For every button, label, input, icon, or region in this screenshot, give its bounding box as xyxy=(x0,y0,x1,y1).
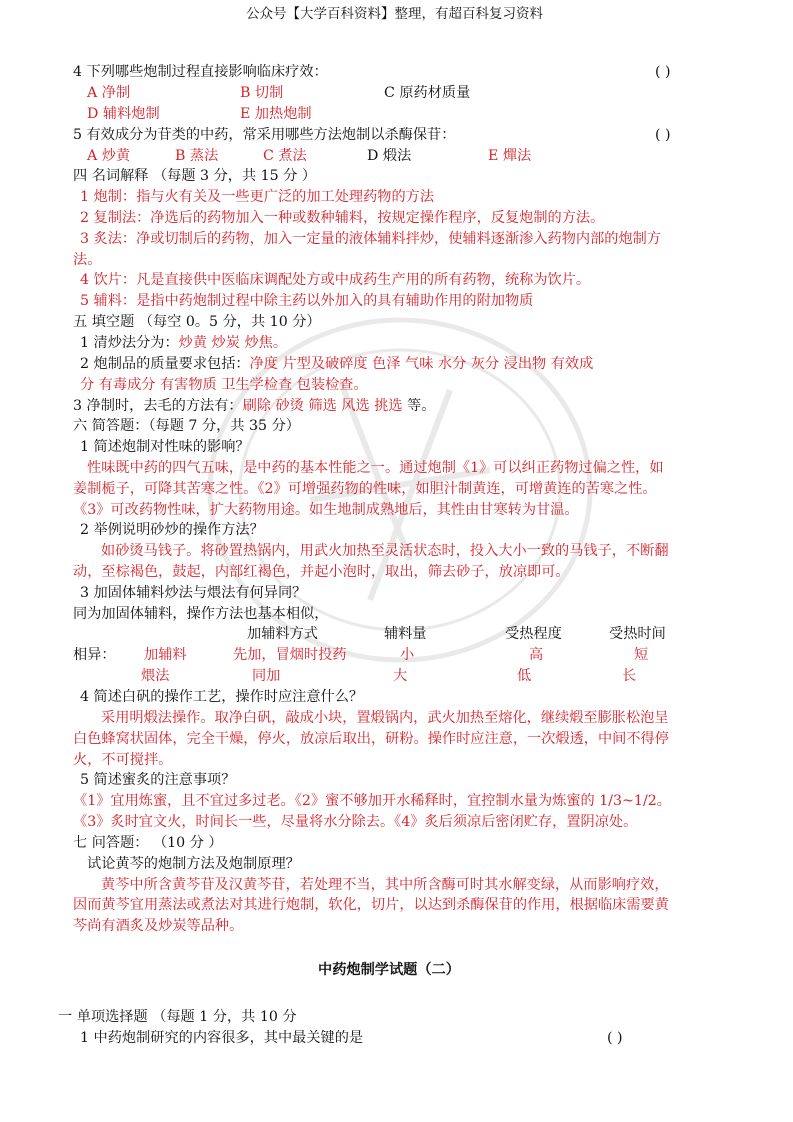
term-2: 2 复制法：净选后的药物加入一种或数种辅料，按规定操作程序，反复炮制的方法。 xyxy=(80,210,605,226)
q5-option-d: D 煅法 xyxy=(367,148,412,164)
q4-option-b: B 切制 xyxy=(240,85,284,101)
compare-row1-name: 加辅料 xyxy=(144,647,187,663)
compare-row2-time: 长 xyxy=(622,668,637,684)
essay-answer-line1: 黄芩中所含黄芩苷及汉黄芩苷，若处理不当，其中所含酶可时其水解变绿，从而影响疗效， xyxy=(101,877,669,893)
short-q3: 3 加固体辅料炒法与煨法有何异同？ xyxy=(80,585,307,601)
section-7-title: 七 问答题： （10 分 ） xyxy=(73,835,223,851)
fill-3 xyxy=(73,396,435,416)
section-6-title: 六 简答题：（每题 7 分，共 35 分） xyxy=(73,418,300,434)
fill-2 xyxy=(80,354,593,374)
compare-header-time: 受热时间 xyxy=(609,626,666,642)
q5-option-c: C 煮法 xyxy=(263,148,307,164)
short-a2-line1: 如砂烫马钱子。将砂置热锅内，用武火加热至灵活状态时，投入大小一致的马钱子，不断翻 xyxy=(101,543,669,559)
short-a4-line2: 白色蜂窝状固体，完全干燥，停火，放凉后取出，研粉。操作时应注意，一次煅透，中间不得停 xyxy=(73,731,669,747)
short-a3-intro: 同为加固体辅料，操作方法也基本相似， xyxy=(73,606,329,622)
term-4: 4 饮片：凡是直接供中医临床调配处方或中成药生产用的所有药物，统称为饮片。 xyxy=(80,272,591,288)
fill-1-answer: 炒黄 炒炭 炒焦。 xyxy=(178,335,288,351)
compare-header-method: 加辅料方式 xyxy=(247,626,318,642)
part2-title: 中药炮制学试题（二） xyxy=(318,962,460,978)
compare-row1-heat: 高 xyxy=(529,647,544,663)
fill-3-end: 等。 xyxy=(402,398,436,414)
part2-q1-paren: ( ) xyxy=(607,1030,623,1046)
short-a1-line2: 姜制栀子，可降其苦寒之性。《2》可增强药物的性味，如胆汁制黄连，可增黄连的苦寒之性。 xyxy=(73,481,657,497)
compare-row1-amount: 小 xyxy=(400,647,415,663)
essay-answer-line2: 因而黄芩宜用蒸法或煮法对其进行炮制，软化，切片，以达到杀酶保苷的作用，根据临床需要黄 xyxy=(73,897,669,913)
q5-stem: 5 有效成分为苷类的中药，常采用哪些方法炮制以杀酶保苷： xyxy=(73,127,456,143)
term-3: 3 炙法：净或切制后的药物，加入一定量的液体辅料拌炒，使辅料逐渐渗入药物内部的炮制方 xyxy=(80,231,662,247)
part2-q1-stem: 1 中药炮制研究的内容很多，其中最关键的是 xyxy=(80,1030,364,1046)
q4-stem: 4 下列哪些炮制过程直接影响临床疗效： xyxy=(73,64,328,80)
fill-2-answer: 净度 片型及破碎度 色泽 气味 水分 灰分 浸出物 有效成 xyxy=(249,356,594,372)
q5-option-b: B 蒸法 xyxy=(175,148,219,164)
compare-header-amount: 辅料量 xyxy=(384,626,427,642)
term-1: 1 炮制：指与火有关及一些更广泛的加工处理药物的方法 xyxy=(80,189,435,205)
fill-3-answer: 刷除 砂烫 筛选 风选 挑选 xyxy=(242,398,403,414)
q5-paren: ( ) xyxy=(655,127,671,143)
q4-option-a: A 净制 xyxy=(87,85,131,101)
section-4-title: 四 名词解释 （每题 3 分，共 15 分 ） xyxy=(73,168,317,184)
q4-option-c: C 原药材质量 xyxy=(384,85,471,101)
short-q5: 5 简述蜜炙的注意事项？ xyxy=(80,772,236,788)
fill-2-answer-cont: 分 有毒成分 有害物质 卫生学检查 包装检查。 xyxy=(80,377,368,393)
short-a5-line1: 《1》宜用炼蜜，且不宜过多过老。《2》蜜不够加开水稀释时，宜控制水量为炼蜜的 1/3~1/2。 xyxy=(73,793,671,809)
compare-row2-amount: 大 xyxy=(393,668,408,684)
fill-1-question: 1 清炒法分为： xyxy=(80,335,179,351)
short-a4-line3: 火，不可搅拌。 xyxy=(73,752,173,768)
compare-row1-method: 先加，冒烟时投药 xyxy=(233,647,347,663)
compare-row1-time: 短 xyxy=(634,647,649,663)
q5-option-e: E 燀法 xyxy=(488,148,532,164)
short-q4: 4 简述白矾的操作工艺，操作时应注意什么？ xyxy=(80,689,364,705)
q4-paren: ( ) xyxy=(655,64,671,80)
short-a2-line2: 动，至棕褐色，鼓起，内部红褐色，并起小泡时，取出，筛去砂子，放凉即可。 xyxy=(73,564,570,580)
short-a4-line1: 采用明煅法操作。取净白矾，敲成小块，置煅锅内，武火加热至熔化，继续煅至膨胀松泡呈 xyxy=(101,710,669,726)
essay-answer-line3: 芩尚有酒炙及炒炭等品种。 xyxy=(73,918,244,934)
term-5: 5 辅料：是指中药炮制过程中除主药以外加入的具有辅助作用的附加物质 xyxy=(80,293,534,309)
section-5-title: 五 填空题 （每空 0。5 分，共 10 分） xyxy=(73,314,321,330)
compare-row2-name: 煨法 xyxy=(141,668,170,684)
compare-row2-method: 同加 xyxy=(252,668,281,684)
compare-row2-heat: 低 xyxy=(517,668,532,684)
short-a1-line3: 《3》可改药物性味，扩大药物用途。如生地制成熟地后，其性由甘寒转为甘温。 xyxy=(73,502,579,518)
fill-3-question: 3 净制时，去毛的方法有： xyxy=(73,398,243,414)
short-q1: 1 简述炮制对性味的影响？ xyxy=(80,439,250,455)
essay-question: 试论黄芩的炮制方法及炮制原理？ xyxy=(87,856,300,872)
q4-option-d: D 辅料炮制 xyxy=(87,106,160,122)
fill-1 xyxy=(80,333,287,353)
page-header: 公众号【大学百科资料】整理，有超百科复习资料 xyxy=(246,6,543,22)
fill-2-question: 2 炮制品的质量要求包括： xyxy=(80,356,250,372)
short-a5-line2: 《3》炙时宜文火，时间长一些，尽量将水分除去。《4》炙后须凉后密闭贮存，置阴凉处。 xyxy=(73,814,638,830)
short-q2: 2 举例说明砂炒的操作方法？ xyxy=(80,522,264,538)
compare-header-heat: 受热程度 xyxy=(505,626,562,642)
term-3-cont: 法。 xyxy=(73,252,102,268)
q5-option-a: A 炒黄 xyxy=(87,148,131,164)
q4-option-e: E 加热炮制 xyxy=(240,106,312,122)
short-a1-line1: 性味既中药的四气五味，是中药的基本性能之一。通过炮制《1》可以纠正药物过偏之性，如 xyxy=(87,460,664,476)
compare-diff-label: 相异： xyxy=(73,647,116,663)
part2-section-1-title: 一 单项选择题 （每题 1 分，共 10 分 xyxy=(58,1009,297,1025)
